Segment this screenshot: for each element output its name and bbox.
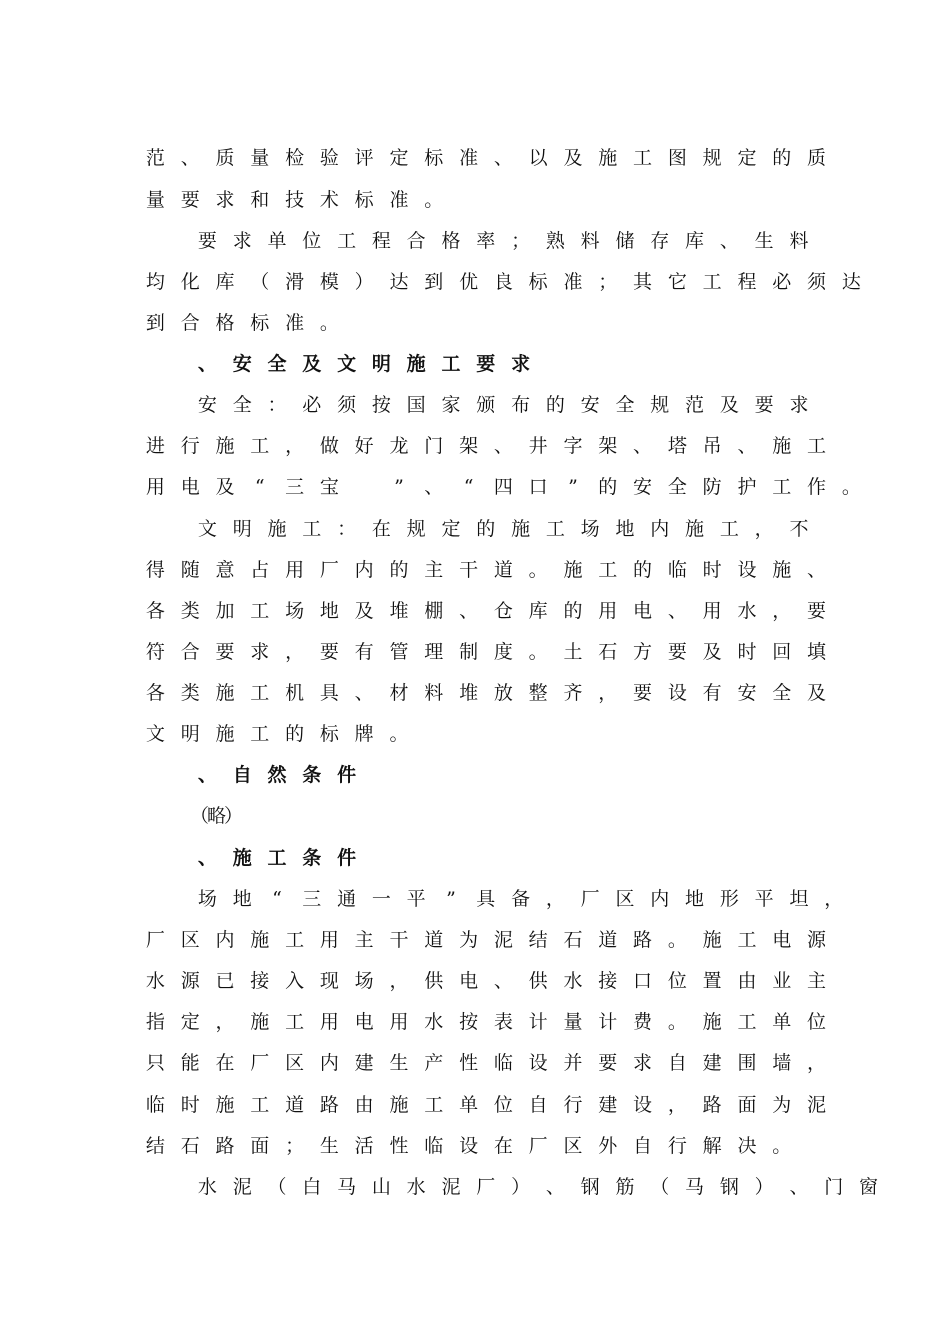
text-line: 水 源 已 接 入 现 场 ， 供 电 、 供 水 接 口 位 置 由 业 主 [145,970,827,992]
text-line: 量 要 求 和 技 术 标 准 。 [145,189,444,211]
text-line: 指 定 ， 施 工 用 电 用 水 按 表 计 量 计 费 。 施 工 单 位 [145,1011,827,1033]
text-line: 符 合 要 求 ， 要 有 管 理 制 度 。 土 石 方 要 及 时 回 填 [145,641,827,663]
text-line: 均 化 库 （ 滑 模 ） 达 到 优 良 标 准 ； 其 它 工 程 必 须 达 [145,271,861,293]
text-line: 厂 区 内 施 工 用 主 干 道 为 泥 结 石 道 路 。 施 工 电 源 [145,929,827,951]
section-heading: 、 施 工 条 件 [197,847,357,869]
text-line: 只 能 在 厂 区 内 建 生 产 性 临 设 并 要 求 自 建 围 墙 ， [145,1052,827,1074]
text-line: 进 行 施 工 ， 做 好 龙 门 架 、 井 字 架 、 塔 吊 、 施 工 [145,435,827,457]
text-line: 用 电 及 “ 三 宝 ” 、 “ 四 口 ” 的 安 全 防 护 工 作 。 [145,476,861,498]
text-line: 各 类 加 工 场 地 及 堆 棚 、 仓 库 的 用 电 、 用 水 ， 要 [145,600,827,622]
text-line: 要 求 单 位 工 程 合 格 率 ； 熟 料 储 存 库 、 生 料 [197,230,809,252]
text-line: 到 合 格 标 准 。 [145,312,339,334]
text-line: 结 石 路 面 ； 生 活 性 临 设 在 厂 区 外 自 行 解 决 。 [145,1135,792,1157]
section-heading: 、 自 然 条 件 [197,764,357,786]
text-line: 范 、 质 量 检 验 评 定 标 准 、 以 及 施 工 图 规 定 的 质 [145,147,827,169]
section-heading: 、 安 全 及 文 明 施 工 要 求 [197,353,531,375]
text-line: 文 明 施 工 ： 在 规 定 的 施 工 场 地 内 施 工 ， 不 [197,518,809,540]
text-line: 安 全 ： 必 须 按 国 家 颁 布 的 安 全 规 范 及 要 求 [197,394,809,416]
text-line: （ 略 ） [190,805,244,827]
text-line: 文 明 施 工 的 标 牌 。 [145,723,409,745]
text-line: 各 类 施 工 机 具 、 材 料 堆 放 整 齐 ， 要 设 有 安 全 及 [145,682,827,704]
text-line: 得 随 意 占 用 厂 内 的 主 干 道 。 施 工 的 临 时 设 施 、 [145,559,827,581]
text-line: 水 泥 （ 白 马 山 水 泥 厂 ） 、 钢 筋 （ 马 钢 ） 、 门 窗 [197,1176,879,1198]
text-line: 临 时 施 工 道 路 由 施 工 单 位 自 行 建 设 ， 路 面 为 泥 [145,1094,827,1116]
text-line: 场 地 “ 三 通 一 平 ” 具 备 ， 厂 区 内 地 形 平 坦 ， [197,888,844,910]
